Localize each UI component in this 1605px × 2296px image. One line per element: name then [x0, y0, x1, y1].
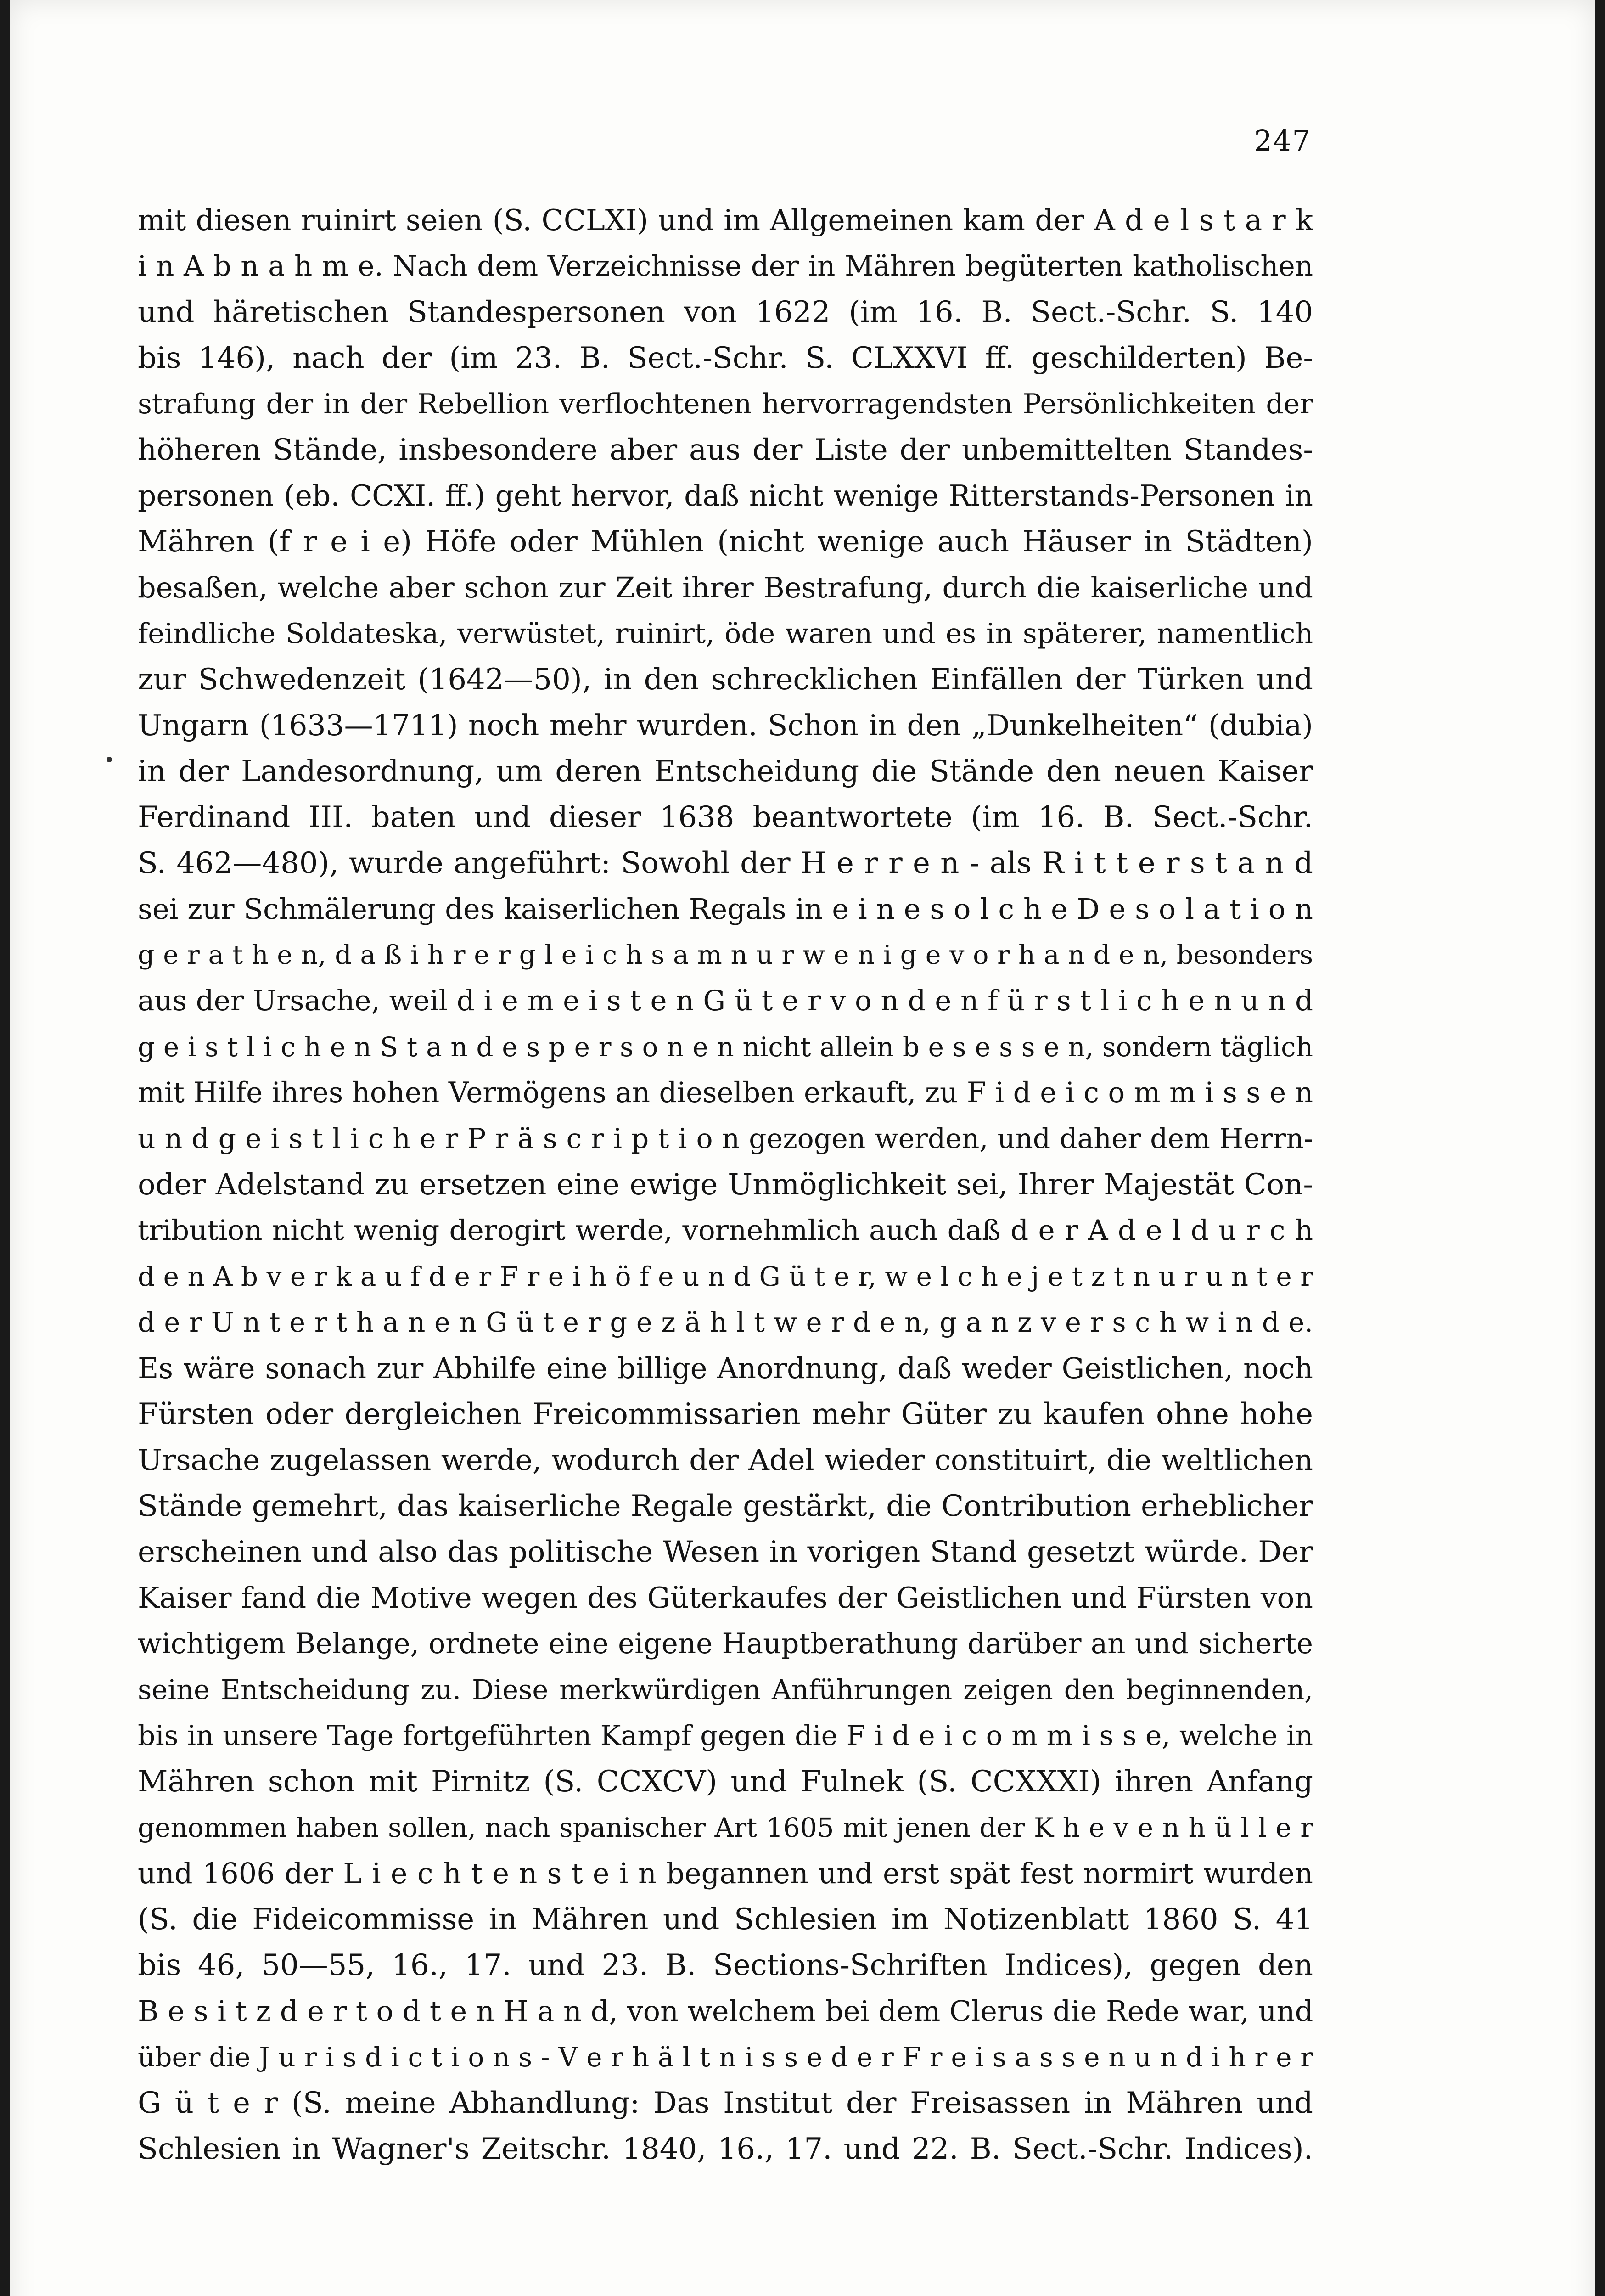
- text-line: aus der Ursache, weil d i e m e i s t e n G ü t e r v o n d e n f ü r s t l i c h e n u n d: [138, 985, 1313, 1017]
- margin-ink-dot: [107, 757, 112, 762]
- text-line: erscheinen und also das politische Wesen in vorigen Stand gesetzt würde. Der: [138, 1535, 1313, 1569]
- text-line: bis 46, 50—55, 16., 17. und 23. B. Sections-Schriften Indices), gegen den: [138, 1948, 1313, 1982]
- text-line: Mähren (f r e i e) Höfe oder Mühlen (nicht wenige auch Häuser in Städten): [138, 525, 1313, 559]
- text-line: über die J u r i s d i c t i o n s - V e r h ä l t n i s s e d e r F r e i s a s s e n u n d i h r e r: [138, 2042, 1313, 2073]
- text-line: Mähren schon mit Pirnitz (S. CCXCV) und Fulnek (S. CCXXXI) ihren Anfang: [138, 1765, 1313, 1799]
- text-line: genommen haben sollen, nach spanischer Art 1605 mit jenen der K h e v e n h ü l l e r: [138, 1812, 1313, 1843]
- body-text: [138, 197, 1313, 2172]
- text-line: Ursache zugelassen werde, wodurch der Adel wieder constituirt, die weltlichen: [138, 1443, 1313, 1477]
- text-line: S. 462—480), wurde angeführt: Sowohl der H e r r e n - als R i t t e r s t a n d: [138, 846, 1313, 880]
- page-number: 247: [1254, 124, 1311, 158]
- text-line: Ungarn (1633—1711) noch mehr wurden. Schon in den „Dunkelheiten“ (dubia): [138, 709, 1313, 742]
- text-line: und 1606 der L i e c h t e n s t e i n begannen und erst spät fest normirt wurden: [138, 1857, 1313, 1890]
- text-line: feindliche Soldateska, verwüstet, ruinirt, öde waren und es in späterer, namentlich: [138, 618, 1313, 650]
- text-line: d e n A b v e r k a u f d e r F r e i h ö f e u n d G ü t e r, w e l c h e j e t z t n u r u n t e r: [138, 1261, 1313, 1292]
- text-line: zur Schwedenzeit (1642—50), in den schrecklichen Einfällen der Türken und: [138, 663, 1313, 697]
- text-line: Fürsten oder dergleichen Freicommissarien mehr Güter zu kaufen ohne hohe: [138, 1397, 1313, 1431]
- text-line: Kaiser fand die Motive wegen des Güterkaufes der Geistlichen und Fürsten von: [138, 1581, 1313, 1615]
- text-line: mit diesen ruinirt seien (S. CCLXI) und im Allgemeinen kam der A d e l s t a r k: [138, 203, 1313, 237]
- text-line: oder Adelstand zu ersetzen eine ewige Unmöglichkeit sei, Ihrer Majestät Con-: [138, 1168, 1313, 1202]
- text-line: besaßen, welche aber schon zur Zeit ihrer Bestrafung, durch die kaiserliche und: [138, 571, 1313, 604]
- text-line: g e r a t h e n, d a ß i h r e r g l e i c h s a m n u r w e n i g e v o r h a n d e n, besonders: [138, 940, 1313, 970]
- text-line: u n d g e i s t l i c h e r P r ä s c r i p t i o n gezogen werden, und daher dem Herrn-: [138, 1123, 1313, 1155]
- text-line: höheren Stände, insbesondere aber aus der Liste der unbemittelten Standes-: [138, 433, 1313, 467]
- text-line: (S. die Fideicommisse in Mähren und Schlesien im Notizenblatt 1860 S. 41: [138, 1902, 1313, 1936]
- text-line: sei zur Schmälerung des kaiserlichen Regals in e i n e s o l c h e D e s o l a t i o n: [138, 892, 1313, 926]
- text-line: B e s i t z d e r t o d t e n H a n d, von welchem bei dem Clerus die Rede war, und: [138, 1994, 1313, 2028]
- text-line: seine Entscheidung zu. Diese merkwürdigen Anführungen zeigen den beginnenden,: [138, 1674, 1313, 1705]
- text-line: g e i s t l i c h e n S t a n d e s p e r s o n e n nicht allein b e s e s s e n, sondern täglich: [138, 1031, 1313, 1063]
- text-line: mit Hilfe ihres hohen Vermögens an dieselben erkauft, zu F i d e i c o m m i s s e n: [138, 1076, 1313, 1109]
- text-line: strafung der in der Rebellion verflochtenen hervorragendsten Persönlichkeiten der: [138, 388, 1313, 420]
- text-line: Stände gemehrt, das kaiserliche Regale gestärkt, die Contribution erheblicher: [138, 1489, 1313, 1523]
- text-line: Schlesien in Wagner's Zeitschr. 1840, 16., 17. und 22. B. Sect.-Schr. Indices).: [138, 2132, 1313, 2166]
- text-line: und häretischen Standespersonen von 1622 (im 16. B. Sect.-Schr. S. 140: [138, 295, 1313, 329]
- text-line: personen (eb. CCXI. ff.) geht hervor, daß nicht wenige Ritterstands-Personen in: [138, 479, 1313, 512]
- text-line: Es wäre sonach zur Abhilfe eine billige Anordnung, daß weder Geistlichen, noch: [138, 1351, 1313, 1385]
- text-line: Ferdinand III. baten und dieser 1638 beantwortete (im 16. B. Sect.-Schr.: [138, 800, 1313, 834]
- text-line: bis 146), nach der (im 23. B. Sect.-Schr. S. CLXXVI ff. geschilderten) Be-: [138, 341, 1313, 375]
- text-line: i n A b n a h m e. Nach dem Verzeichnisse der in Mähren begüterten katholischen: [138, 250, 1313, 282]
- text-line: bis in unsere Tage fortgeführten Kampf gegen die F i d e i c o m m i s s e, welche in: [138, 1720, 1313, 1752]
- text-line: wichtigem Belange, ordnete eine eigene Hauptberathung darüber an und sicherte: [138, 1627, 1313, 1660]
- text-line: in der Landesordnung, um deren Entscheidung die Stände den neuen Kaiser: [138, 754, 1313, 788]
- text-line: G ü t e r (S. meine Abhandlung: Das Institut der Freisassen in Mähren und: [138, 2086, 1313, 2120]
- text-line: d e r U n t e r t h a n e n G ü t e r g e z ä h l t w e r d e n, g a n z v e r s c h w i n d e.: [138, 1306, 1313, 1338]
- text-line: tribution nicht wenig derogirt werde, vornehmlich auch daß d e r A d e l d u r c h: [138, 1214, 1313, 1247]
